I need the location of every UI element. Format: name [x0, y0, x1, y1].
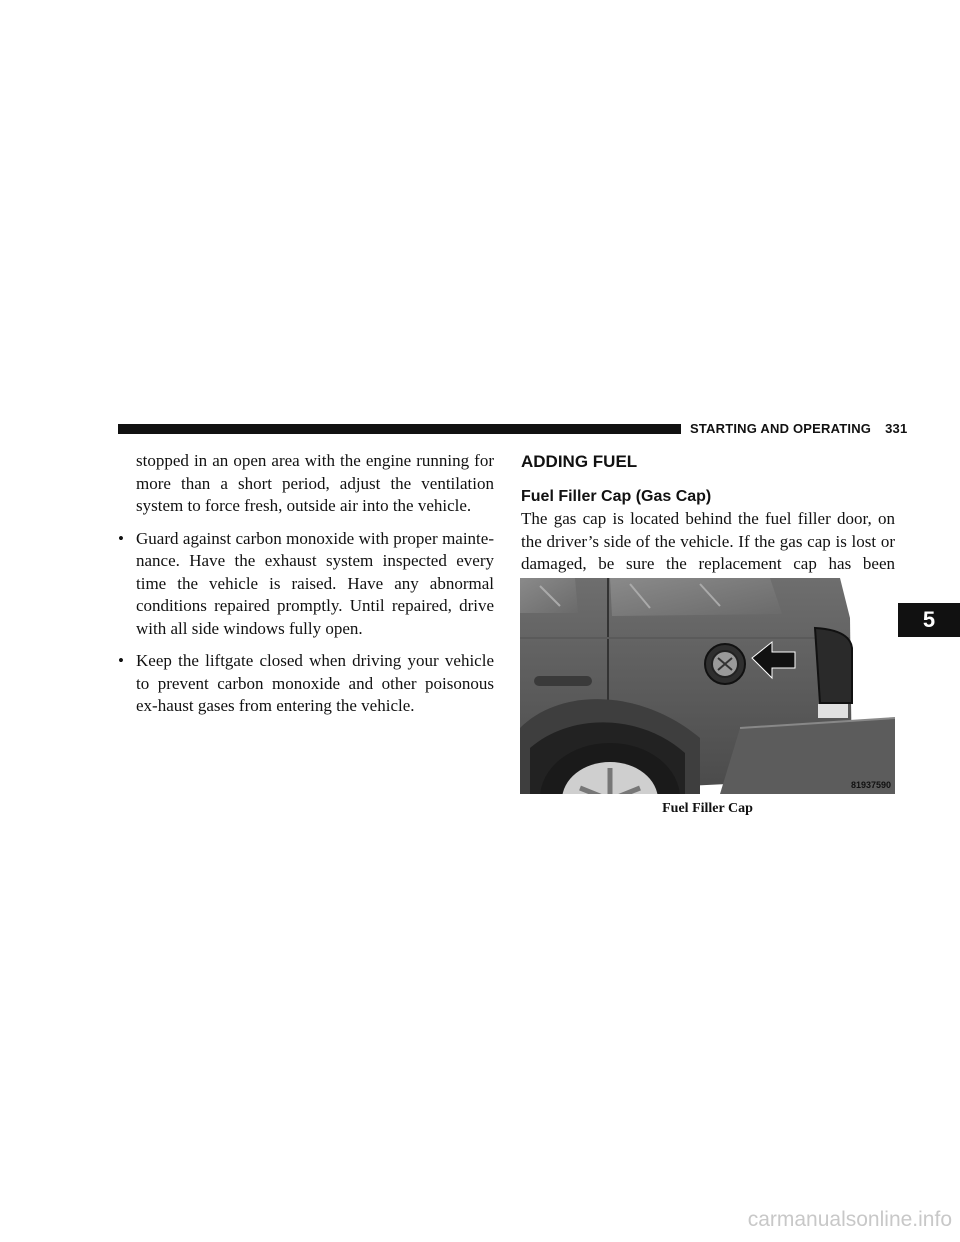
bullet-item: [118, 650, 494, 718]
watermark: carmanualsonline.info: [747, 1208, 952, 1231]
bullet-icon: •: [118, 651, 124, 670]
figure-id: 81937590: [850, 780, 891, 790]
body-paragraph: The gas cap is located behind the fuel filler door, on the driver’s side of the vehicle. If the gas cap is lost or damaged, be sure the replacement cap has been: [521, 509, 895, 573]
bullet-text: Guard against carbon monoxide with proper mainte-nance. Have the exhaust system inspected every time the vehicle is raised. Have any abnormal conditions repaired promptly. Until repaired, drive with all side windows fully open.: [136, 528, 494, 638]
bullet-item: [118, 528, 494, 641]
bullet-icon: •: [118, 528, 124, 548]
bullet-text: Keep the liftgate closed when driving your vehicle to prevent carbon monoxide and other poisonous ex-haust gases from entering the vehicle.: [136, 651, 494, 715]
running-header: [690, 421, 907, 436]
chapter-tab: 5: [898, 603, 960, 637]
figure-caption: Fuel Filler Cap: [662, 801, 753, 816]
section-title: STARTING AND OPERATING: [690, 421, 872, 436]
continued-paragraph: stopped in an open area with the engine running for more than a short period, adjust the ventilation system to force fresh, outside air into the vehicle.: [136, 451, 494, 515]
page-number: 331: [885, 421, 908, 436]
right-column: [521, 451, 895, 598]
fuel-filler-illustration: [520, 578, 895, 794]
left-column: [118, 450, 494, 718]
subsection-heading: Fuel Filler Cap (Gas Cap): [521, 488, 712, 505]
section-heading: ADDING FUEL: [521, 452, 638, 471]
header-rule: [118, 424, 681, 434]
